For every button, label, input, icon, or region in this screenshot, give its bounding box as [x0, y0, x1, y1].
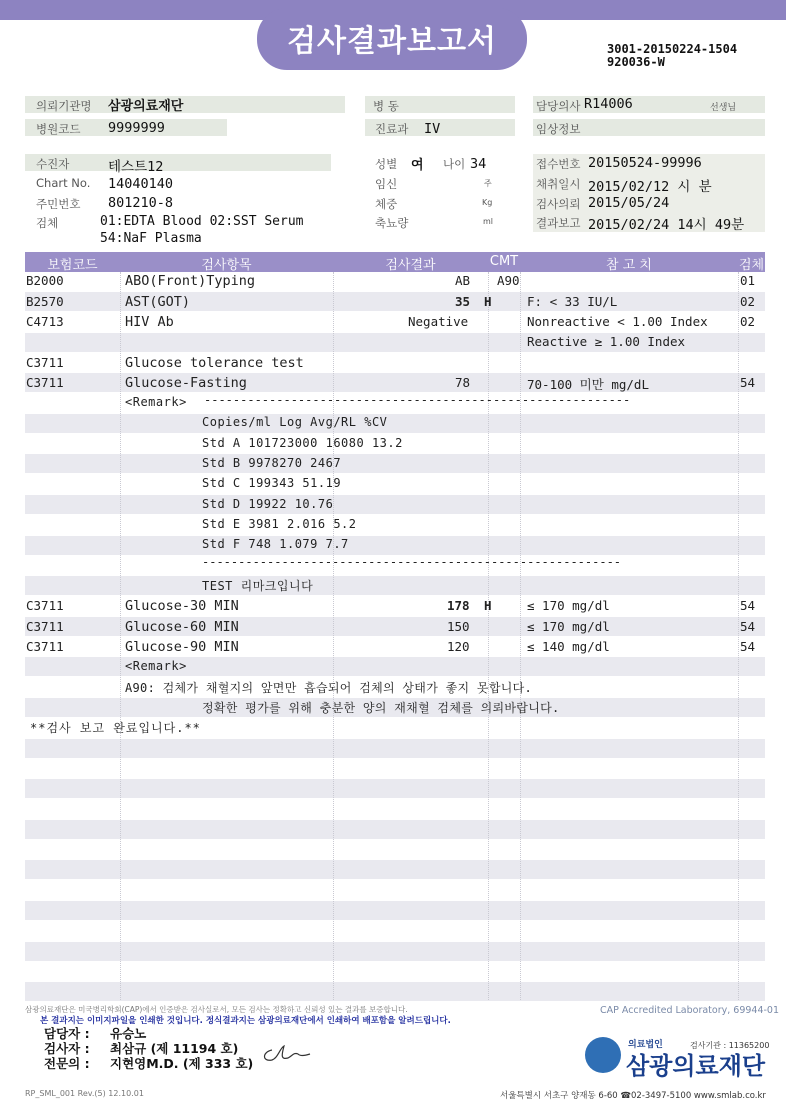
age-value: 34	[470, 156, 487, 172]
row1-specimen: 01	[740, 273, 756, 288]
patient-bar	[25, 154, 331, 171]
row8-specimen: 54	[740, 619, 756, 634]
row6-ref: 70-100 미만 mg/dL	[527, 377, 649, 392]
doctor-value: R14006	[584, 96, 633, 112]
weight-unit: Kg	[482, 198, 493, 207]
row6-item: Glucose-Fasting	[125, 375, 247, 391]
specimen-line2: 54:NaF Plasma	[100, 231, 202, 246]
col-divider	[520, 272, 521, 1000]
logo-icon	[585, 1037, 621, 1073]
col-ref-header: 참 고 치	[606, 258, 652, 273]
row7-code: C3711	[26, 598, 64, 613]
report-number-line2: 920036-W	[607, 55, 665, 69]
col-divider	[738, 272, 739, 1000]
page-title: 검사결과보고서	[287, 24, 497, 59]
id-value: 801210-8	[108, 195, 174, 211]
patient-value: 테스트12	[108, 159, 164, 175]
remark1-dashes2: ----------------------------------------------------------	[202, 555, 622, 569]
hospital-code-label: 병원코드	[36, 122, 81, 136]
row3-item: HIV Ab	[125, 314, 174, 330]
row2-ref: F: < 33 IU/L	[527, 294, 618, 309]
manager-value: 유승노	[110, 1026, 147, 1041]
row9-ref: ≤ 140 mg/dl	[527, 639, 610, 654]
remark1-line: Std A 101723000 16080 13.2	[202, 436, 403, 450]
dept-value: IV	[424, 121, 441, 137]
row9-code: C3711	[26, 639, 64, 654]
col-specimen-header: 검체	[738, 258, 765, 273]
row-stripe	[25, 820, 765, 839]
row-stripe	[25, 901, 765, 920]
row8-item: Glucose-60 MIN	[125, 619, 239, 635]
id-label: 주민번호	[36, 197, 81, 211]
doctor-suffix: 선생님	[710, 103, 737, 113]
remark2-line1: A90: 검체가 채혈지의 앞면만 흡습되어 검체의 상태가 좋지 못합니다.	[125, 681, 533, 695]
row8-result: 150	[447, 619, 470, 634]
col-divider	[120, 272, 121, 1000]
patient-label: 수진자	[36, 157, 70, 171]
institution-value: 삼광의료재단	[108, 99, 184, 114]
row-stripe	[25, 779, 765, 798]
col-result-header: 검사결과	[385, 258, 436, 273]
row2-flag: H	[484, 294, 492, 309]
col-divider	[333, 272, 334, 1000]
receipt-value: 20150524-99996	[588, 155, 702, 171]
sex-value: 여	[411, 158, 424, 173]
request-label: 검사의뢰	[536, 197, 581, 211]
clinical-label: 임상정보	[536, 122, 581, 136]
row-stripe	[25, 414, 765, 433]
lab-number: 검사기관 : 11365200	[690, 1041, 770, 1050]
row5-code: C3711	[26, 355, 64, 370]
manager-label: 담당자 :	[44, 1026, 90, 1041]
footer-disclaimer: 본 결과지는 이미지파일을 인쇄한 것입니다. 정식결과지는 삼광의료재단에서 인쇄하여 배포함을 알려드립니다.	[40, 1016, 451, 1026]
row8-ref: ≤ 170 mg/dl	[527, 619, 610, 634]
age-label: 나이	[443, 157, 466, 171]
remark2-line2: 정확한 평가를 위해 충분한 양의 재채혈 검체를 의뢰바랍니다.	[202, 701, 560, 715]
pregnancy-unit: 주	[484, 179, 492, 188]
specimen-label: 검체	[36, 216, 59, 230]
cap-accreditation: CAP Accredited Laboratory, 69944-01	[600, 1005, 780, 1016]
remark1-line: Copies/ml Log Avg/RL %CV	[202, 415, 388, 429]
remark1-note: TEST 리마크입니다	[202, 579, 314, 593]
logo-subtitle: 의료법인	[628, 1040, 663, 1050]
col-cmt-header: CMT	[489, 254, 519, 269]
row2-item: AST(GOT)	[125, 294, 191, 310]
report-number	[607, 43, 737, 69]
remark1-dashes: -----------------------------------------------------------	[204, 393, 631, 407]
row-stripe	[25, 576, 765, 595]
row-stripe	[25, 495, 765, 514]
row-stripe	[25, 454, 765, 473]
collect-value: 2015/02/12 시 분	[588, 179, 712, 195]
specialist-label: 전문의 :	[44, 1056, 90, 1071]
row3-result: Negative	[408, 314, 469, 329]
row9-specimen: 54	[740, 639, 756, 654]
row-stripe	[25, 536, 765, 555]
results-table-header	[25, 252, 765, 272]
col-divider	[488, 272, 489, 1000]
remark1-line: Std E 3981 2.016 5.2	[202, 517, 357, 531]
address: 서울특별시 서초구 양재동 6-60 ☎02-3497-5100 www.smlab.co.kr	[500, 1091, 766, 1101]
row5-item: Glucose tolerance test	[125, 355, 304, 371]
logo-text: 삼광의료재단	[626, 1052, 766, 1080]
remark2-title: <Remark>	[125, 659, 187, 673]
row9-result: 120	[447, 639, 470, 654]
row1-result: AB	[455, 273, 471, 288]
sex-label: 성별	[375, 157, 398, 171]
row3-code: C4713	[26, 314, 64, 329]
row2-result: 35	[455, 294, 471, 309]
hospital-code-value: 9999999	[108, 120, 165, 136]
urine-label: 축뇨량	[375, 216, 409, 230]
row1-cmt: A90	[497, 273, 520, 288]
remark1-line: Std C 199343 51.19	[202, 476, 342, 490]
remark1-line: Std B 9978270 2467	[202, 456, 342, 470]
institution-label: 의뢰기관명	[36, 99, 92, 113]
weight-label: 체중	[375, 197, 398, 211]
row7-flag: H	[484, 598, 492, 613]
row2-specimen: 02	[740, 294, 756, 309]
row7-result: 178	[447, 598, 470, 613]
row1-code: B2000	[26, 273, 64, 288]
chart-value: 14040140	[108, 176, 174, 192]
row8-code: C3711	[26, 619, 64, 634]
row7-specimen: 54	[740, 598, 756, 613]
row7-item: Glucose-30 MIN	[125, 598, 239, 614]
report-label: 결과보고	[536, 216, 581, 230]
chart-label: Chart No.	[36, 176, 91, 190]
row9-item: Glucose-90 MIN	[125, 639, 239, 655]
signature-icon	[258, 1042, 316, 1064]
col-item-header: 검사항목	[201, 258, 252, 273]
col-code-header: 보험코드	[47, 258, 98, 273]
collect-label: 채취일시	[536, 177, 581, 191]
receipt-label: 접수번호	[536, 157, 581, 171]
remark1-title: <Remark>	[125, 395, 187, 409]
row-stripe	[25, 982, 765, 1001]
row6-specimen: 54	[740, 375, 756, 390]
doctor-label: 담당의사	[536, 99, 581, 113]
request-value: 2015/05/24	[588, 195, 670, 211]
remark1-line: Std F 748 1.079 7.7	[202, 537, 349, 551]
row6-result: 78	[455, 375, 471, 390]
tester-label: 검사자 :	[44, 1041, 90, 1056]
row-stripe	[25, 860, 765, 879]
form-id: RP_SML_001 Rev.(5) 12.10.01	[25, 1089, 144, 1098]
dept-label: 진료과	[375, 122, 409, 136]
row3-specimen: 02	[740, 314, 756, 329]
row-stripe	[25, 942, 765, 961]
tester-value: 최삼규 (제 11194 호)	[110, 1041, 239, 1056]
row4-ref: Reactive ≥ 1.00 Index	[527, 334, 686, 349]
end-note: **검사 보고 완료입니다.**	[30, 721, 201, 735]
row-stripe	[25, 739, 765, 758]
row6-code: C3711	[26, 375, 64, 390]
row3-ref: Nonreactive < 1.00 Index	[527, 314, 708, 329]
specimen-line1: 01:EDTA Blood 02:SST Serum	[100, 214, 304, 229]
row7-ref: ≤ 170 mg/dl	[527, 598, 610, 613]
footer-note: 삼광의료재단은 미국병리학회(CAP)에서 인증받은 검사실로서, 모든 검사는 정확하고 신뢰성 있는 결과를 보증합니다.	[25, 1005, 408, 1014]
remark1-line: Std D 19922 10.76	[202, 497, 334, 511]
specialist-value: 지현영M.D. (제 333 호)	[110, 1056, 254, 1071]
row2-code: B2570	[26, 294, 64, 309]
row1-item: ABO(Front)Typing	[125, 273, 256, 289]
ward-label: 병 동	[373, 99, 399, 113]
pregnancy-label: 임신	[375, 177, 398, 191]
report-number-line1: 3001-20150224-1504	[607, 42, 738, 56]
urine-unit: ml	[483, 217, 494, 226]
report-value: 2015/02/24 14시 49분	[588, 217, 745, 233]
